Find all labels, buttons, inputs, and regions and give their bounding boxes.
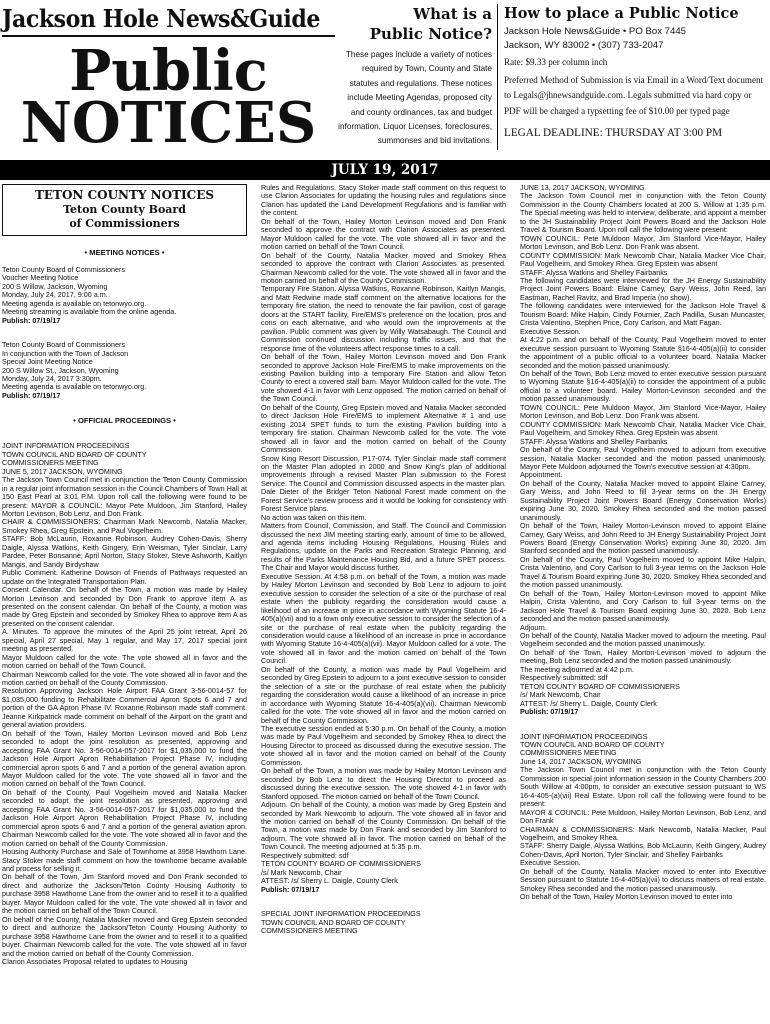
- notice-line: Teton County Board of Commissioners: [2, 340, 126, 350]
- proceedings-paragraph: JUNE 13, 2017 JACKSON, WYOMING: [520, 184, 645, 192]
- proceedings-paragraph: STAFF: Bob McLaurin, Roxanne Robinson, Audrey Cohen-Davis, Sherry Daigle, Alyssa Watkins, Keith Gingery, Erin Weisman, Tyler Sinclair, Larry Pardee, Peter Bonsanne, April Norton, Stacy Stoker, Steve Ashworth, Kaitlyn Mangis, and Sandy Birdyshaw: [2, 534, 247, 569]
- proceedings-continued: [261, 184, 506, 886]
- column-2: [261, 184, 506, 1024]
- proceedings-paragraph: STAFF: Alyssa Watkins and Shelley Fairbanks: [520, 436, 668, 446]
- proceedings-paragraph: Public Comment. Katherine Dowson of Friends of Pathways requested an update on the Integrated Transportation Plan.: [2, 568, 247, 586]
- brand-block: [2, 4, 335, 156]
- address-line-1: Jackson Hole News&Guide • PO Box 7445: [504, 26, 687, 37]
- proceedings-paragraph: Resolution Approving Jackson Hole Airport FAA Grant 3-56-0014-57 for $1,035,000 funding to Rehabilitate Commercial Apron Spots 6 and 7 and portion of the GA Apron Phase IV. Roxanne Robinson made staff comment. Jeanne Kirkpatrick made comment on behalf of the Airport on the grant and general aviation providers.: [2, 686, 247, 730]
- special-joint-proceedings-heading: [261, 910, 506, 935]
- spacer: [2, 325, 247, 341]
- proceedings-paragraph: Consent Calendar. On behalf of the Town, a motion was made by Hailey Morton Levinson and seconded by Don Frank to approve item A as presented on the consent calendar. On behalf of the County, a motion was made by Greg Epstein and seconded by Smokey Rhea to approve item A as presented on the consent calendar.: [2, 585, 247, 628]
- proceedings-paragraph: COUNTY COMMISSION: Mark Newcomb Chair, Natalia Macker Vice Chair, Paul Vogelheim, and Smokey Rhea. Greg Epstein was absent: [520, 250, 766, 269]
- proceedings-paragraph: JUNE 5, 2017 JACKSON, WYOMING: [2, 466, 123, 476]
- proceedings-paragraph: STAFF: Alyssa Watkins and Shelley Fairbanks: [520, 267, 668, 277]
- proceedings-paragraph: TOWN COUNCIL: Pete Muldoon Mayor, Jim Stanford Vice-Mayor, Hailey Morton Levinson, and Bob Lenz. Don Frank was absent.: [520, 233, 766, 252]
- proceedings-paragraph: /s/ Mark Newcomb, Chair: [520, 690, 601, 700]
- proceedings-paragraph: JOINT INFORMATION PROCEEDINGS: [2, 441, 130, 451]
- proceedings-paragraph: The meeting adjourned at 4:42 p.m.: [520, 664, 634, 674]
- proceedings-paragraph: MAYOR & COUNCIL: Pete Muldoon, Hailey Morton Levinson, Bob Lenz, and Don Frank: [520, 807, 766, 826]
- proceedings-paragraph: STAFF: Sherry Daigle, Alyssa Watkins, Bob McLaurin, Keith Gingery, Audrey Cohen-Davis, April Norton, Tyler Sinclair, and Shelley Fairbanks: [520, 841, 766, 859]
- notice-line: In conjunction with the Town of Jackson: [2, 348, 129, 358]
- proceedings-heading-line: TOWN COUNCIL AND BOARD OF COUNTY: [261, 917, 406, 927]
- teton-county-notices-box: [2, 184, 247, 236]
- box-subtitle-1: Teton County Board: [63, 203, 186, 216]
- proceedings-paragraph: The executive session ended at 5:30 p.m. On behalf of the County, a motion was made by Paul Vogelheim and seconded by Smokey Rhea to direct the Housing Director to proceed as discussed during the executive session. The vote showed all in favor and the motion carried on behalf of the County Commission.: [261, 724, 506, 767]
- proceedings-paragraph: Adjourn.: [520, 622, 547, 632]
- spacer: [520, 717, 766, 733]
- publish-date: Publish: 07/19/17: [261, 884, 320, 894]
- proceedings-paragraph: CHAIRMAN & COMMISSIONERS: Mark Newcomb, Natalia Macker, Paul Vogelheim, and Smokey Rhea.: [520, 824, 766, 842]
- proceedings-paragraph: The Jackson Town Council met in conjunction with the Teton County Commission in special joint information session in the County Chambers 200 South Willow at 4:00pm, to consider an executive session pursuant to WS 16-4-405-(a)(vii) Real Estate. Upon roll call the following were found to be present:: [520, 765, 766, 809]
- proceedings-heading-line: COMMISSIONERS MEETING: [261, 925, 358, 935]
- proceedings-paragraph: COMMISSIONERS MEETING: [520, 748, 617, 758]
- meeting-notices-heading: • MEETING NOTICES •: [84, 248, 165, 257]
- spacer: [261, 894, 506, 910]
- how-to-place-block: [504, 4, 768, 139]
- proceedings-paragraph: CHAIR & COMMISSIONERS: Chairman Mark Newcomb, Natalia Macker, Smokey Rhea, Greg Epstein, and Paul Vogelheim.: [2, 517, 247, 535]
- proceedings-paragraph: On behalf of the County, Natalia Macker moved and Smokey Rhea seconded to approve the contract with Clarion Associates as presented. Chairman Newcomb called for the vote. The vote showed all in favor and the motion carried on behalf of the County Commission.: [261, 250, 506, 285]
- proceedings-paragraph: TOWN COUNCIL AND BOARD OF COUNTY: [2, 449, 147, 459]
- proceedings-paragraph: On behalf of the Town, a motion was made by Hailey Morton Levinson and seconded by Bob Lenz to direct the Housing Director to proceed as discussed during the executive session. The vote showed 4-1 in favor with Stanford opposed. The motion carried on behalf of the Town Council.: [261, 766, 506, 801]
- title-public: Public: [69, 38, 268, 104]
- proceedings-paragraph: TOWN COUNCIL: Pete Muldoon Mayor, Jim Stanford Vice-Mayor, Hailey Morton Levinson, and Bob Lenz. Don Frank was absent.: [520, 402, 766, 421]
- notice-line: Meeting streaming is available from the online agenda.: [2, 307, 177, 317]
- proceedings-paragraph: On behalf of the County, Natalia Macker moved and Greg Epstein seconded to direct and authorize the Jackson/Teton County Housing Authority to purchase 3958 Hawthorne Lane from the owner and to resell it to a qualified buyer. Chairman Newcomb called for the vote. The vote showed all in favor and the motion carried on behalf of the County Commission.: [2, 914, 247, 958]
- proceedings-paragraph: On behalf of the County, Paul Vogelheim moved and Natalia Macker seconded to adopt the joint resolution as presented, approving and accepting FAA Grant No. 3-56-0014-057-2017 for $1,035,000 to fund the Jackson Hole Airport Apron Rehabilitation Project Phase IV, including commercial apron spots 6 and 7 and a portion of the general aviation apron. Chairman Newcomb called for the vote. The vote showed all in favor and the motion carried on behalf of the County Commission.: [2, 787, 247, 848]
- column-3: [520, 184, 766, 1024]
- proceedings-paragraph: On behalf of the County, Paul Vogelheim moved to adjourn from executive session, Natalia Macker seconded and the motion passed unanimously. Mayor Pete Muldoon adjourned the Town's executive session at 4:30pm.: [520, 445, 766, 471]
- proceedings-paragraph: On behalf of the Town, Bob Lenz moved to enter executive session pursuant to Wyoming Statute §16-4-405(a)(ii) to consider the appointment of a public official to a volunteer board. Hailey Morton-Levinson seconded and the motion passed unanimously.: [520, 368, 766, 404]
- proceedings-paragraph: Clarion Associates Proposal related to updates to Housing: [2, 956, 188, 966]
- what-is-body: These pages include a variety of notices required by Town, County and State statutes and regulations. These notices include Meeting Agendas, proposed city and county ordinances, tax and budget information, Liquor Licenses, foreclosures, summonses and bid invitations.: [338, 50, 492, 146]
- proceedings-paragraph: Snow King Resort Discussion, P17-074. Tyler Sinclair made staff comment on the Master Plan adopted in 2000 and Snow King's plan of additional improvements through a revised Master Plan submission to the Forest Service. The Council and Commission discussed aspects in the master plan. Dale Dieter of the Bridger Teton National Forest made comment on the Forest Service's review process and it would be looking for consistency with Forest Service plans.: [261, 453, 506, 514]
- what-is-heading-1: What is a: [413, 5, 492, 23]
- joint-information-proceedings: [2, 442, 247, 966]
- proceedings-paragraph: On behalf of the Town, Hailey Morton Levinson moved to enter into: [520, 892, 733, 902]
- proceedings-paragraph: Executive Session.: [520, 326, 581, 336]
- proceedings-paragraph: A. Minutes. To approve the minutes of the April 25 joint retreat, April 26 special, April 27 special, May 1 regular, and May 17, 2017 special joint meeting as presented.: [2, 627, 247, 654]
- proceedings-paragraph: /s/ Mark Newcomb, Chair: [261, 867, 342, 877]
- proceedings-paragraph: Housing Authority Purchase and Sale of Townhome at 3958 Hawthorn Lane. Stacy Stoker made staff comment on how the townhome became available and process for selling it.: [2, 847, 247, 873]
- proceedings-paragraph: On behalf of the Town, Hailey Morton-Levinson moved to appoint Mike Halpin, Crista Valentino, and Cory Carlson to full 3-year terms on the Jackson Hole Travel & Tourism Board expiring June 30, 2020. Bob Lenz seconded and the motion passed unanimously.: [520, 588, 766, 624]
- notice-line: 200 S Willow, Jackson, Wyoming: [2, 281, 108, 291]
- proceedings-paragraph: Respectively submitted: sdf: [520, 673, 608, 683]
- proceedings-paragraph: On behalf of the County, Natalia Macker moved to adjourn the meeting. Paul Vogelheim seconded and the motion passed unanimously.: [520, 631, 766, 649]
- submission-text: Preferred Method of Submission is via Email in a Word/Text document to Legals@jhnewsandguide.com. Legals submitted via hard copy or PDF will be charged a typsetting fee of $10.00 per typed page: [504, 75, 764, 116]
- proceedings-paragraph: On behalf of the Town, Jim Stanford moved and Don Frank seconded to direct and authorize the Jackson/Teton County Housing Authority to purchase 3958 Hawthorne Lane from the owner and to resell it to a qualified buyer. Mayor Muldoon called for the vote. The vote showed all in favor and the motion carried on behalf of the Town Council.: [2, 872, 247, 916]
- proceedings-paragraph: On behalf of the Town, Hailey Morton Levinson moved and Bob Lenz seconded to adopt the joint resolution as presented, approving and accepting FAA Grant No. 3-56-0014-057-2017 for $1,035,000 to fund the Jackson Hole Airport Apron Rehabilitation Project Phase IV, including commercial apron spots 6 and 7 and a portion of the general aviation apron. Mayor Muldoon called for the vote. The vote showed all in favor and the motion carried on behalf of the Town Council.: [2, 728, 247, 789]
- proceedings-paragraph: Temporary Fire Station. Alyssa Watkins, Roxanne Robinson, Kaitlyn Mangis, and Matt Redwine made staff comment on the alternative locations for the temporary fire station, the need to renovate the fair pavilion, cost of garage doors at the START facility, Fire/EMS's preference on the location, pros and cons on each alternative, and who would own the improvements at the pavilion. Public comment was given by Willy Watsabaugh. The Council and Commission continued discussion including traffic issues, and that the response time of the volunteers affect response times to a call.: [261, 284, 506, 353]
- proceedings-paragraph: Rules and Regulations. Stacy Stoker made staff comment on this request to use Clarion Associates for updating the housing rules and regulations since Clarion has updated the Land Development Regulations and is familiar with the content.: [261, 184, 506, 218]
- proceedings-paragraph: On behalf of the County, Paul Vogelheim moved to appoint Mike Halpin, Crista Valentino, and Cory Carlson to full 3-year terms on the Jackson Hole Travel & Tourism Board expiring June 30, 2020. Smokey Rhea seconded and the motion passed unanimously.: [520, 554, 766, 590]
- proceedings-paragraph: TETON COUNTY BOARD OF COMMISSIONERS: [261, 859, 421, 869]
- how-to-heading: How to place a Public Notice: [504, 5, 739, 22]
- proceedings-paragraph: JOINT INFORMATION PROCEEDINGS: [520, 731, 648, 741]
- proceedings-paragraph: No action was taken on this item.: [261, 512, 367, 522]
- proceedings-paragraph: ATTEST: /s/ Sherry L. Daigle, County Clerk: [261, 876, 398, 886]
- notice-line: Voucher Meeting Notice: [2, 273, 79, 283]
- spacer: [2, 240, 247, 248]
- proceedings-paragraph: Respectively submitted: sdf: [261, 850, 349, 860]
- proceedings-paragraph: COUNTY COMMISSION: Mark Newcomb Chair, Natalia Macker Vice Chair, Paul Vogelheim, and Smokey Rhea. Greg Epstein was absent: [520, 419, 766, 438]
- special-joint-meeting-notice: [2, 341, 247, 392]
- publish-date: Publish: 07/19/17: [520, 707, 579, 717]
- masthead-divider: [497, 4, 498, 150]
- newspaper-name: Jackson Hole News&Guide: [2, 4, 320, 33]
- publish-date: Publish: 07/19/17: [2, 390, 61, 400]
- notice-line: 200 S Willow St., Jackson, Wyoming: [2, 365, 119, 375]
- proceedings-paragraph: The following candidates were interviewed for the Jackson Hole Travel & Tourism Board: Mike Halpin, Cindy Fournier, Zach Padilla, Susan Muncaster, Crista Valentino, Stephen Price, Cory Carlson, and Matt Fagan.: [520, 301, 766, 328]
- address-line-2: Jackson, WY 83002 • (307) 733-2047: [504, 40, 664, 51]
- notice-line: Teton County Board of Commissioners: [2, 265, 126, 274]
- proceedings-paragraph: At 4:22 p.m. and on behalf of the County, Paul Vogelheim moved to enter executive session pursuant to Wyoming Statute §16-4-405(a)(ii) to consider the appointment of a public official to a volunteer board. Natalia Macker seconded and the motion passed unanimously.: [520, 335, 766, 370]
- notice-line: Special Joint Meeting Notice: [2, 357, 93, 367]
- legal-deadline: LEGAL DEADLINE: THURSDAY AT 3:00 PM: [504, 126, 723, 139]
- masthead: [0, 0, 770, 155]
- what-is-heading-2: Public Notice?: [369, 25, 492, 43]
- official-proceedings-heading: • OFFICIAL PROCEEDINGS •: [73, 416, 176, 426]
- title-notices: NOTICES: [20, 90, 317, 156]
- column-1: [2, 184, 247, 1024]
- proceedings-paragraph: COMMISSIONERS MEETING: [2, 458, 99, 468]
- proceedings-heading-line: SPECIAL JOINT INFORMATION PROCEEDINGS: [261, 909, 421, 919]
- proceedings-paragraph: On behalf of the County, a motion was made by Paul Vogelheim and seconded by Greg Epstein to adjourn to a joint executive session to consider the selection of a site or the purchase of real estate when the publicity regarding the consideration would cause a likelihood of an increase in price in accordance with Wyoming Statute 16-4-405(a)(vii). Chairman Newcomb called for the vote. The vote showed all in favor and the motion carried on behalf of the County Commission.: [261, 664, 506, 725]
- publish-date: Publish: 07/19/17: [2, 315, 61, 325]
- notice-line: Monday, July 24, 2017 3:30pm.: [2, 373, 102, 383]
- proceedings-paragraph: On behalf of the Town, Hailey Morton-Levinson moved to adjourn the meeting, Bob Lenz seconded and the motion passed unanimously.: [520, 647, 766, 666]
- voucher-meeting-notice: [2, 266, 247, 317]
- box-title: TETON COUNTY NOTICES: [34, 188, 215, 202]
- proceedings-paragraph: Chairman Newcomb called for the vote. The vote showed all in favor and the motion carried on behalf of the County Commission.: [2, 669, 247, 688]
- date-bar: JULY 19, 2017: [0, 160, 770, 180]
- special-joint-proceedings-body: [520, 184, 766, 708]
- proceedings-paragraph: On behalf of the Town, Hailey Morton Levinson moved and Don Frank seconded to approve Jackson Hole Fire/EMS to make improvements on the existing Pavilion building into a temporary Fire Station and allow Teton County to erect a covered stall barn. Mayor Muldoon called for the vote. The vote showed 4-1 in favor with Lenz opposed. The motion carried on behalf of the Town Council.: [261, 352, 506, 404]
- brand-rule: [2, 35, 335, 37]
- proceedings-paragraph: Adjourn. On behalf of the County, a motion was made by Greg Epstein and seconded by Mark Newcomb to adjourn. The vote showed all in favor and the motion carried on behalf of the County Commission. On behalf of the Town, a motion was made by Don Frank and seconded by Jim Stanford to adjourn. The vote showed all in favor. The motion carried on behalf of the Town Council. The meeting adjourned at 5:35 p.m.: [261, 800, 506, 852]
- proceedings-paragraph: The Jackson Town Council met in conjunction the Teton County Commission in a regular joint information session in the Council Chambers of Town Hall at 150 East Pearl at 3:01 P.M. Upon roll call the following were found to be present: MAYOR & COUNCIL: Mayor Pete Muldoon, Jim Stanford, Hailey Morton Levinson, Bob Lenz, and Don Frank.: [2, 475, 247, 518]
- proceedings-paragraph: June 14, 2017 JACKSON, WYOMING: [520, 756, 642, 766]
- proceedings-paragraph: Matters from Council, Commission, and Staff. The Council and Commission discussed the next JIM meeting starting early, amount of time to be allowed, and agenda items including Housing Regulations, Housing Rules and Regulations, update on the Parks and Recreation Strategic Planning, and results of the Parks Maintenance Housing Bid, and a future SPET process. The Chair and Mayor would discuss further.: [261, 521, 506, 573]
- proceedings-paragraph: On behalf of the County, Greg Epstein moved and Natalia Macker seconded to direct Jackson Hole Fire/EMS to implement Alternative # 1 and use existing 2014 SPET funds to turn the existing Pavilion building into a temporary fire station. Chairman Newcomb called for the vote. The vote showed all in favor and the motion carried on behalf of the County Commission.: [261, 402, 506, 455]
- proceedings-paragraph: TETON COUNTY BOARD OF COMMISSIONERS: [520, 681, 680, 691]
- proceedings-paragraph: Mayor Muldoon called for the vote. The vote showed all in favor and the motion carried on behalf of the Town Council.: [2, 652, 247, 671]
- proceedings-paragraph: The Jackson Town Council met in conjunction with the Teton County Commission in the County Chambers located at 200 S. Willow at 1:35 p.m. The Special meeting was held to interview, deliberate, and appoint a member to the JH Sustainability Project Joint Powers Board and the Jackson Hole Travel & Tourism Board. Upon roll call the following were present:: [520, 191, 766, 235]
- notice-line: Monday, July 24, 2017, 9:00 a.m.: [2, 290, 108, 300]
- proceedings-paragraph: On behalf of the Town, Hailey Morton-Levinson moved to appoint Elaine Carney, Gary Weiss, and John Reed to JH Energy Sustainability Project Joint Powers Board (Energy Conservation Works) expiring June 30, 2020. Jim Stanford seconded and the motion passed unanimously.: [520, 521, 766, 556]
- spacer: [2, 400, 247, 416]
- notice-line: Meeting agenda is available on tetonwyo.org.: [2, 382, 147, 392]
- proceedings-paragraph: The following candidates were interviewed for the JH Energy Sustainability Project Joint Powers Board: Elaine Carney, Gary Weiss, John Reed, Ian Eastman, Rachel Ravitz, and Brad Imperia (no show).: [520, 275, 766, 302]
- proceedings-paragraph: Executive Session.: [520, 858, 581, 868]
- rate-text: Rate: $9.33 per column inch: [504, 57, 608, 67]
- proceedings-paragraph: On behalf of the Town, Hailey Morton Levinson moved and Don Frank seconded to approve the contract with Clarion Associates as presented. Mayor Muldoon called for the vote. The vote showed all in favor and the motion carried on behalf of the Town Council.: [261, 216, 506, 252]
- box-subtitle-2: of Commissioners: [69, 217, 180, 230]
- proceedings-paragraph: ATTEST: /s/ Sherry L. Daigle, County Clerk: [520, 698, 657, 708]
- june-14-proceedings: [520, 733, 766, 902]
- spacer: [2, 426, 247, 442]
- proceedings-paragraph: TOWN COUNCIL AND BOARD OF COUNTY: [520, 740, 665, 749]
- what-is-block: [337, 4, 492, 149]
- notice-line: Meeting agenda is available on tetonwyo.org.: [2, 298, 147, 308]
- proceedings-paragraph: Executive Session. At 4:58 p.m. on behalf of the Town, a motion was made by Hailey Morton Levinson and seconded by Bob Lenz to adjourn to joint executive session to consider the selection of a site or the purchase of real estate when the publicity regarding the consideration would cause a likelihood of an increase in price in accordance with Wyoming Statute 16-4-405(a)(vii) and to a town only executive session to consider the selection of a site or the purchase of real estate when the publicity regarding the consideration would cause a likelihood of an increase in price in accordance with Wyoming Statute 16-4-405(a)(vii). Mayor Muldoon called for a vote. The vote showed all in favor and the motion carried on behalf of the Town Council.: [261, 571, 506, 666]
- proceedings-paragraph: On behalf of the County, Natalia Macker moved to appoint Elaine Carney, Gary Weiss, and John Reed to fill 3-year terms on the JH Energy Sustainability Project Joint Powers Board (Energy Conservation Works) expiring June 30, 2020. Smokey Rhea seconded and the motion passed unanimously.: [520, 478, 766, 522]
- proceedings-paragraph: Appointment.: [520, 470, 563, 480]
- proceedings-paragraph: On behalf of the County, Natalia Macker moved to enter into Executive Session pursuant to Statute 16-4-405(a)(vii) to discuss matters of real estate. Smokey Rhea seconded and the motion passed unanimously.: [520, 866, 766, 893]
